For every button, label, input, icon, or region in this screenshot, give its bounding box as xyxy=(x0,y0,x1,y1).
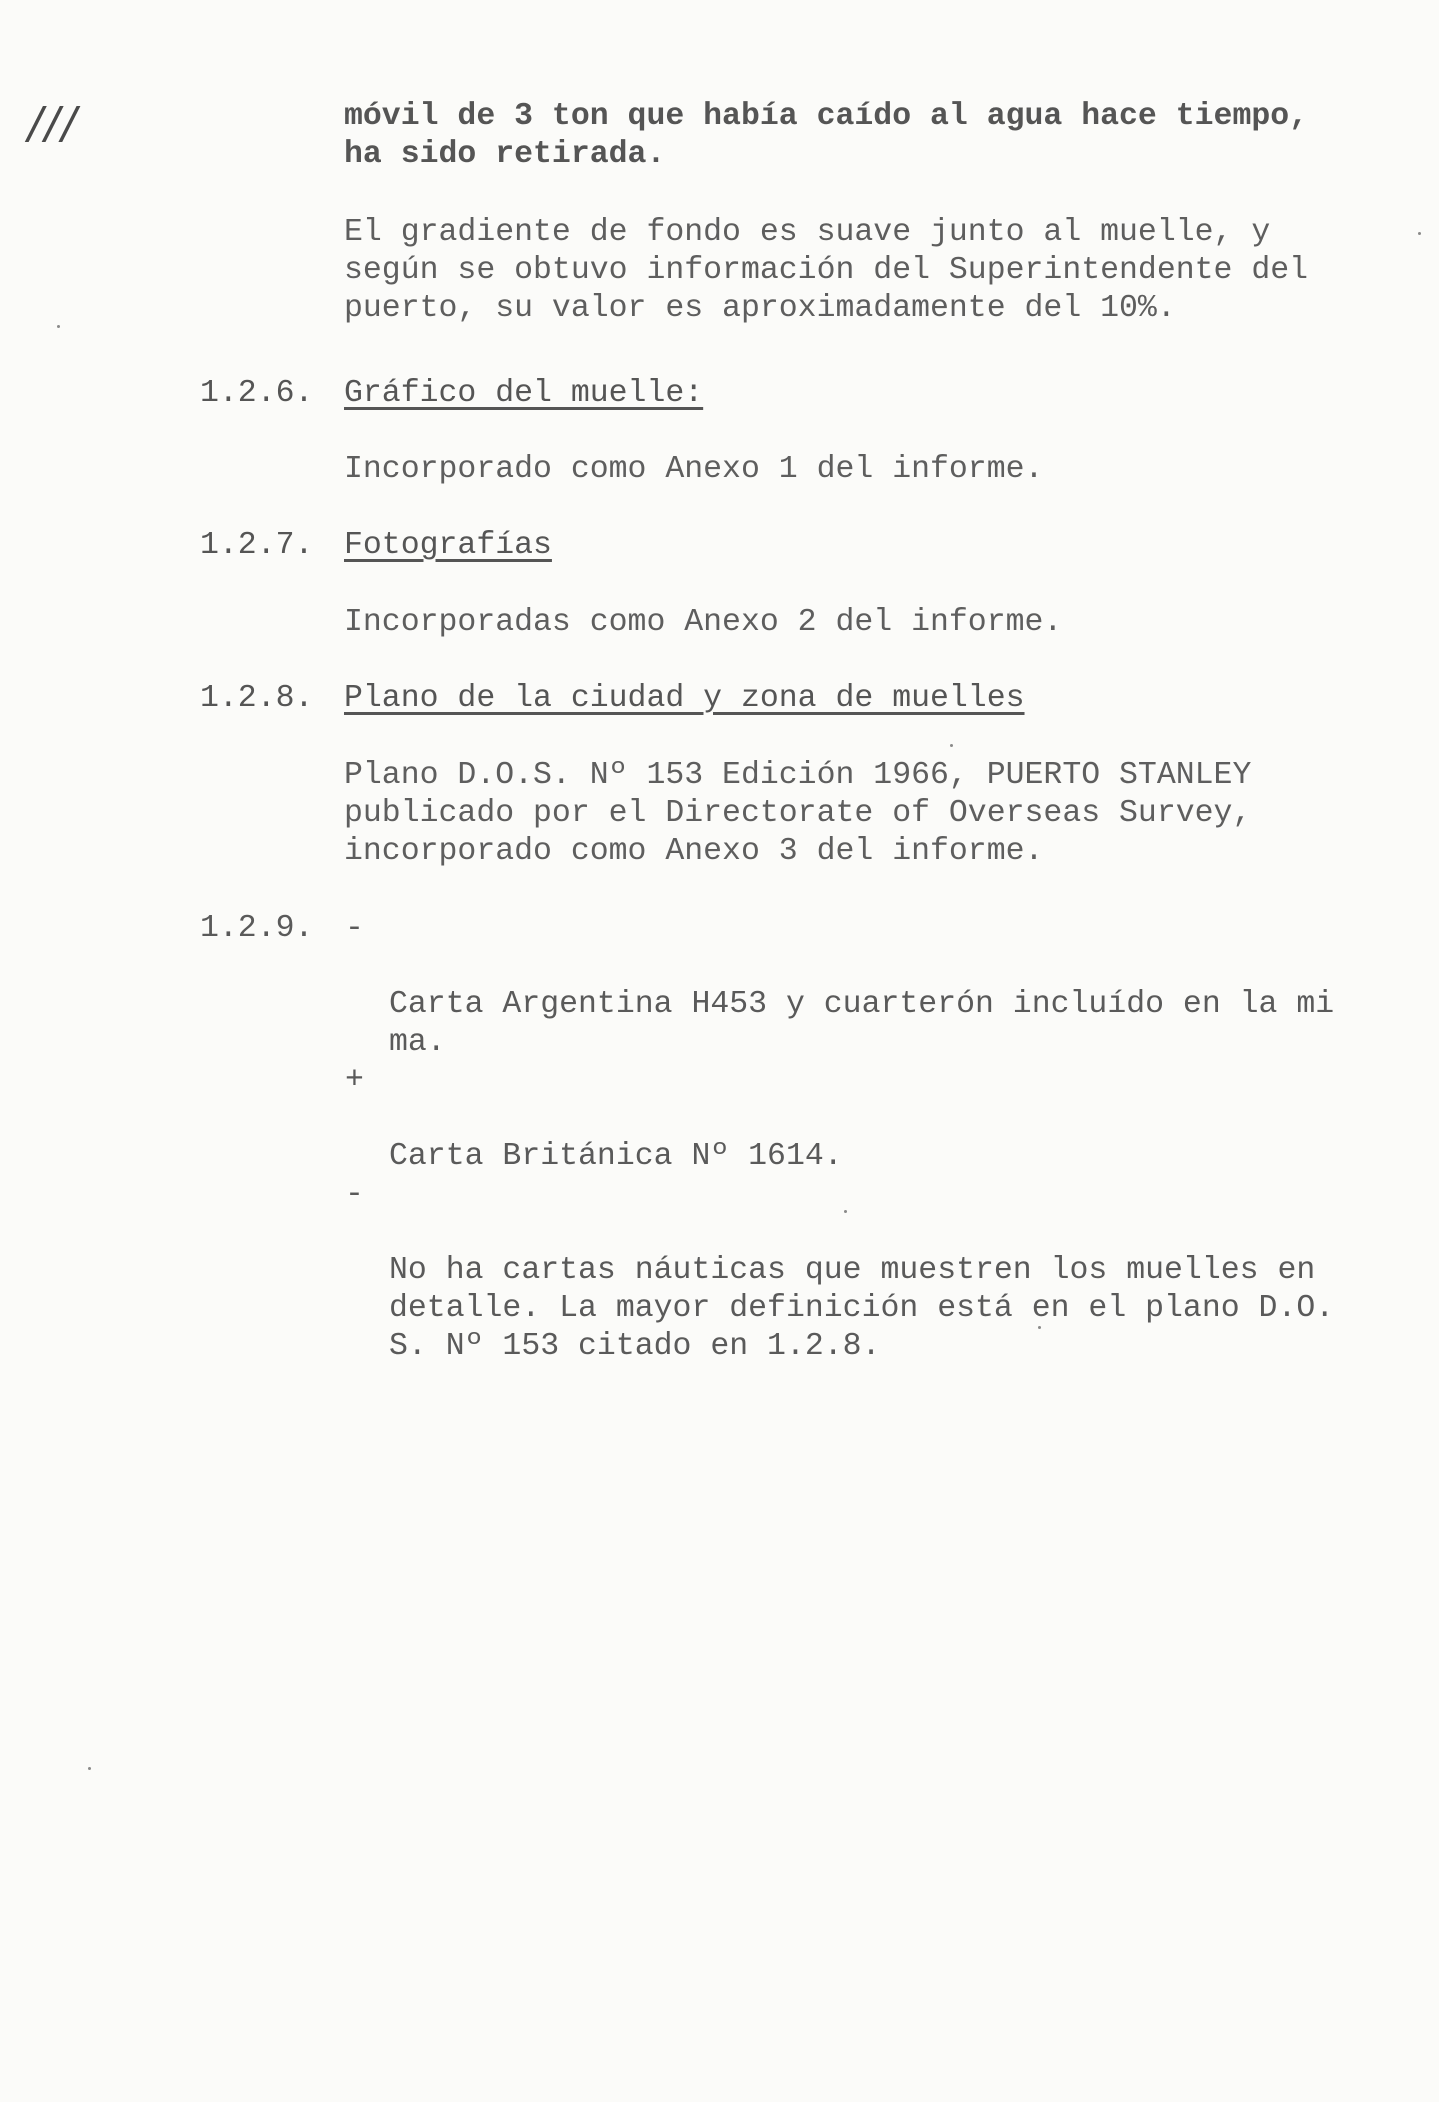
section-number: 1.2.8. xyxy=(200,681,314,716)
section-number: 1.2.6. xyxy=(200,376,314,411)
section-title: Fotografías xyxy=(344,528,552,563)
section-title: Gráfico del muelle: xyxy=(344,376,704,411)
list-item-text: No ha cartas náuticas que muestren los muelles en detalle. La mayor definición está en el plano D.O. S. Nº 153 citado en 1.2.8. xyxy=(389,1253,1335,1364)
paper-speck xyxy=(1038,1326,1041,1329)
paper-speck xyxy=(844,1210,847,1213)
paragraph-continuation: móvil de 3 ton que había caído al agua hace tiempo, ha sido retirada. xyxy=(344,99,1309,172)
list-item xyxy=(345,910,1395,1062)
list-item-text: Carta Británica Nº 1614. xyxy=(389,1139,843,1174)
bullet: + xyxy=(345,1063,364,1098)
section-title: Plano de la ciudad y zona de muelles xyxy=(344,681,1025,716)
paper-speck xyxy=(1418,232,1421,235)
list-item xyxy=(345,1062,1395,1176)
section-body-1-2-6: Incorporado como Anexo 1 del informe. xyxy=(344,452,1044,487)
margin-continuation-mark: /// xyxy=(28,98,79,149)
list-item xyxy=(345,1176,1395,1366)
section-heading-1-2-8 xyxy=(200,680,1025,718)
paper-speck xyxy=(88,1767,91,1770)
bullet: - xyxy=(345,1177,364,1212)
section-heading-1-2-7 xyxy=(200,527,552,565)
paper-speck xyxy=(950,744,953,747)
paper-speck xyxy=(57,325,60,328)
section-body-1-2-7: Incorporadas como Anexo 2 del informe. xyxy=(344,605,1063,640)
section-body-1-2-8: Plano D.O.S. Nº 153 Edición 1966, PUERTO STANLEY publicado por el Directorate of Overseas Survey, incorporado como Anexo 3 del informe. xyxy=(344,758,1252,869)
bullet: - xyxy=(345,911,364,946)
paragraph-gradient: El gradiente de fondo es suave junto al muelle, y según se obtuvo información del Superintendente del puerto, su valor es aproximadamente del 10%. xyxy=(344,215,1309,326)
section-number: 1.2.7. xyxy=(200,528,314,563)
chart-list xyxy=(345,910,1395,1366)
list-item-text: Carta Argentina H453 y cuarterón incluído en la mi ma. xyxy=(389,987,1335,1060)
section-number: 1.2.9. xyxy=(200,911,314,946)
section-heading-1-2-6 xyxy=(200,375,703,413)
